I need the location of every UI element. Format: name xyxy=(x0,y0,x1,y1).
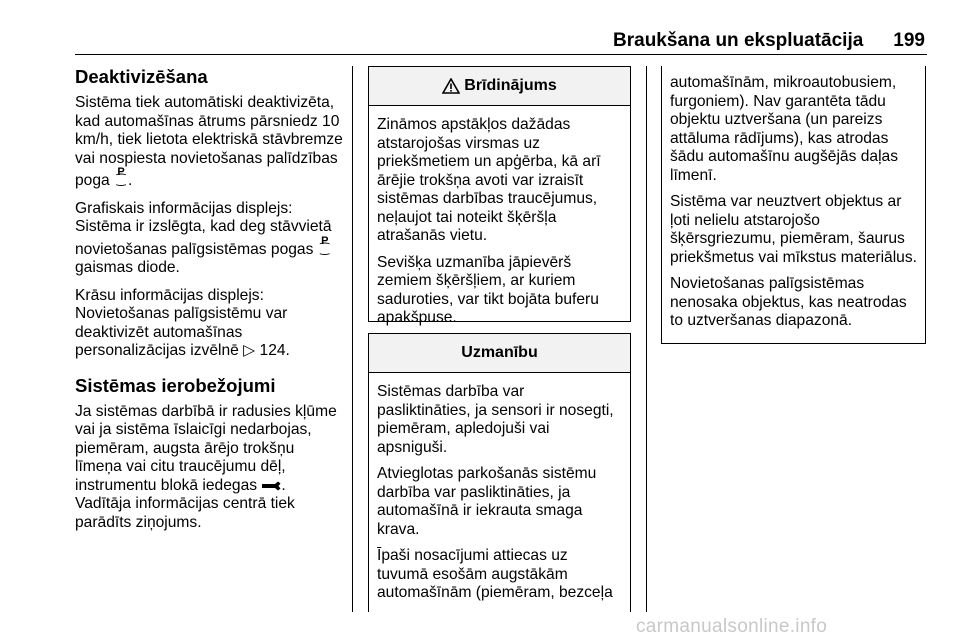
warning-triangle-icon xyxy=(442,78,460,94)
page-header xyxy=(75,30,925,52)
paragraph: Sistēma tiek automātiski deaktivizēta, kad automašīnas ātrums pārsniedz 10 km/h, tiek lietota elektriskā stāvbremze vai nospiesta novietošanas palīdzības poga P ⁐ . xyxy=(75,94,343,189)
page-number: 199 xyxy=(893,30,925,51)
caution-box xyxy=(368,333,631,612)
paragraph: Zināmos apstākļos dažādas atstarojošas virsmas uz priekšmetiem un apģērba, kā arī ārējie trokšņa avoti var izraisīt sistēmas darbības traucējumus, neļaujot tai noteikt šķēršļa atrašanās vietu. xyxy=(377,116,601,244)
paragraph: Ja sistēmas darbībā ir radusies kļūme vai ja sistēma īslaicīgi nedarbojas, piemēram, augsta ārējo trokšņu līmeņa vai citu traucējumu dēļ, instrumentu blokā iedegas . Vadītāja informācijas centrā tiek parādīts ziņojums. xyxy=(75,402,337,531)
paragraph: Krāsu informācijas displejs: Novietošanas palīgsistēmu var deaktivizēt automašīnas personalizācijas izvēlnē ▷ 124. xyxy=(75,286,290,359)
paragraph: Sevišķa uzmanība jāpievērš zemiem šķēršļiem, ar kuriem saduroties, var tikt bojāta buferu apakšpuse. xyxy=(377,253,599,326)
paragraph: Sistēmas darbība var pasliktināties, ja sensori ir nosegti, piemēram, apledojuši vai apsniguši. xyxy=(377,383,614,456)
caution-header xyxy=(369,334,630,373)
paragraph: Sistēma var neuztvert objektus ar ļoti nelielu atstarojošo šķērsgriezumu, piemēram, šaurus priekšmetus vai mīkstus materiālus. xyxy=(670,193,917,266)
parking-assist-icon: P ⁐ xyxy=(320,234,330,256)
wrench-icon xyxy=(261,481,281,491)
column-divider-2 xyxy=(646,66,647,612)
column-divider-1 xyxy=(352,66,353,612)
caution-body xyxy=(369,373,630,603)
paragraph: Atvieglotas parkošanās sistēmu darbība var pasliktināties, ja automašīnā ir iekrauta smaga krava. xyxy=(377,465,597,538)
caution-continuation-box xyxy=(661,66,926,344)
header-rule xyxy=(75,54,927,55)
caution-continuation-body xyxy=(662,66,925,331)
paragraph: Grafiskais informācijas displejs: Sistēma ir izslēgta, kad deg stāvvietā novietošanas palīgsistēmas pogas P ⁐ gaismas diode. xyxy=(75,199,332,276)
heading-system-limits: Sistēmas ierobežojumi xyxy=(75,374,276,396)
watermark: carmanualsonline.info xyxy=(636,616,828,637)
heading-deactivation: Deaktivizēšana xyxy=(75,66,208,87)
section-title: Braukšana un ekspluatācija xyxy=(613,30,864,51)
parking-assist-icon: P ⁐ xyxy=(116,166,126,187)
warning-title: Brīdinājums xyxy=(464,77,557,94)
warning-body xyxy=(369,106,630,328)
page-reference-icon: ▷ xyxy=(243,342,256,359)
warning-header xyxy=(369,67,630,106)
warning-box xyxy=(368,66,631,326)
paragraph: Īpaši nosacījumi attiecas uz tuvumā esošām augstākām automašīnām (piemēram, bezceļa xyxy=(377,547,613,601)
paragraph: Novietošanas palīgsistēmas nenosaka objektus, kas neatrodas to uztveršanas diapazonā. xyxy=(670,275,907,329)
column-1 xyxy=(75,66,345,541)
caution-title: Uzmanību xyxy=(461,344,538,361)
paragraph: automašīnām, mikroautobusiem, furgoniem). Nav garantēta tādu objektu uztveršana (un pareizs attāluma rādījums), kas atrodas šādu automašīnu augšējās daļas līmenī. xyxy=(670,74,898,184)
